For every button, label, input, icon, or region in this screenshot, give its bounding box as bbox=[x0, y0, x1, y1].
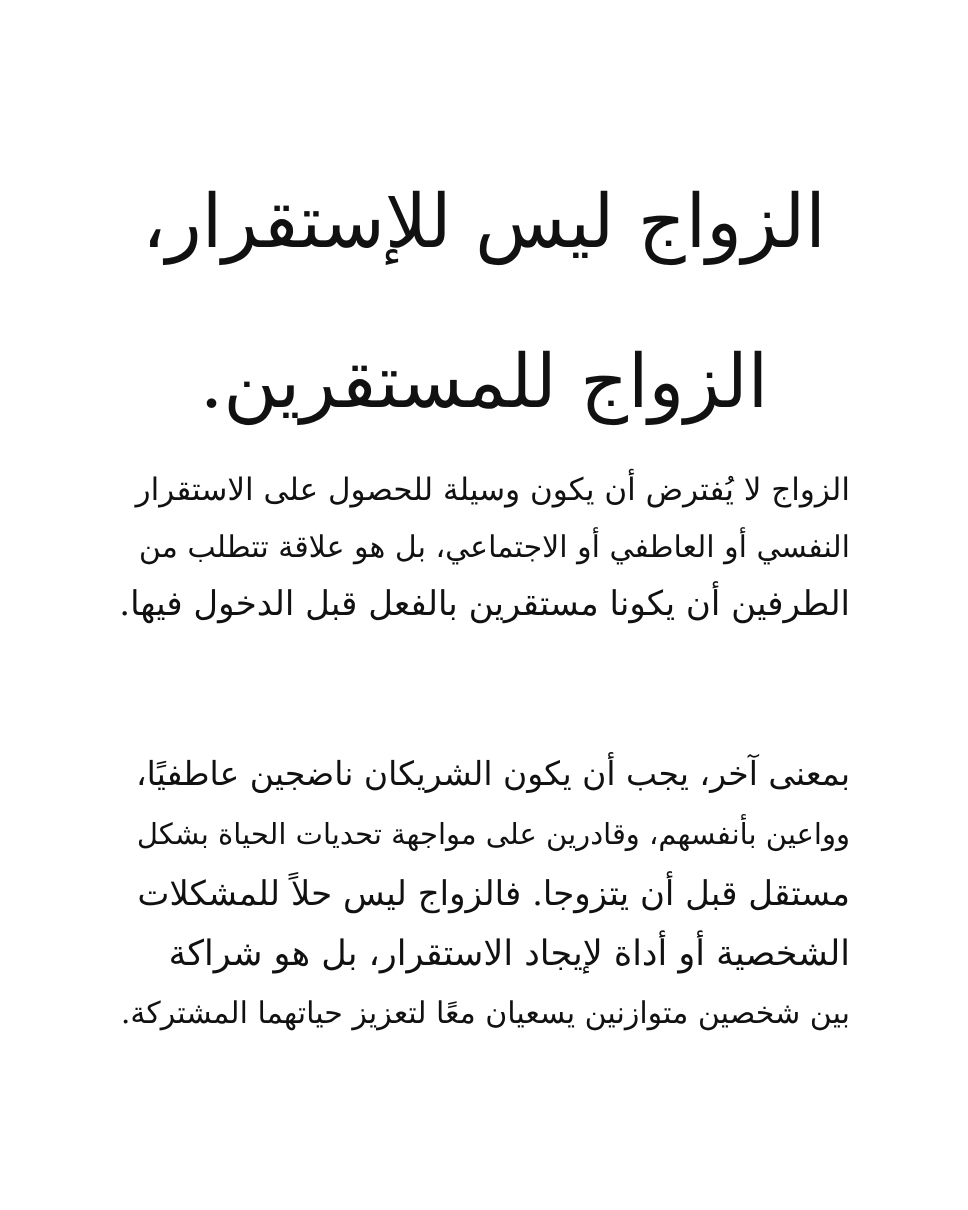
text-line: الشخصية أو أداة لإيجاد الاستقرار، بل هو شراكة bbox=[168, 934, 850, 974]
text-line: الطرفين أن يكونا مستقرين بالفعل قبل الدخول فيها. bbox=[119, 584, 850, 624]
paragraph-2 bbox=[118, 744, 850, 1044]
headline-line: الزواج ليس للإستقرار، bbox=[142, 179, 826, 265]
headline bbox=[120, 142, 848, 462]
text-line: النفسي أو العاطفي أو الاجتماعي، بل هو علاقة تتطلب من bbox=[138, 530, 850, 565]
paragraph-1 bbox=[118, 462, 850, 633]
text-line: وواعين بأنفسهم، وقادرين على مواجهة تحديات الحياة بشكل bbox=[136, 817, 850, 851]
text-line: بين شخصين متوازنين يسعيان معًا لتعزيز حياتهما المشتركة. bbox=[120, 996, 850, 1031]
text-line: بمعنى آخر، يجب أن يكون الشريكان ناضجين عاطفيًا، bbox=[135, 754, 850, 793]
text-line: الزواج لا يُفترض أن يكون وسيلة للحصول على الاستقرار bbox=[135, 472, 850, 508]
text-line: مستقل قبل أن يتزوجا. فالزواج ليس حلاً للمشكلات bbox=[137, 874, 850, 914]
headline-line: الزواج للمستقرين. bbox=[199, 339, 769, 425]
